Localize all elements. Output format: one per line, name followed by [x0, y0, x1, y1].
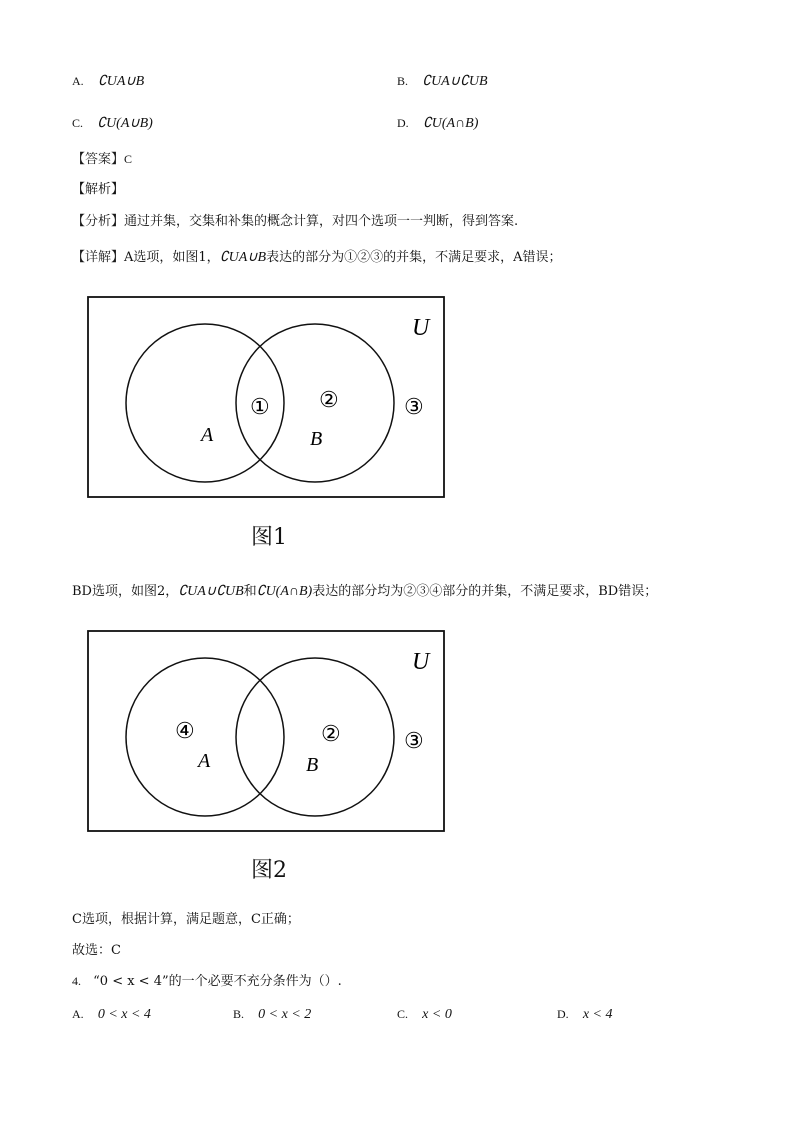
- universe-rectangle: [88, 631, 444, 831]
- venn-diagram-1: [86, 295, 448, 501]
- xiangjie-expression: ∁UA∪B: [219, 250, 267, 265]
- region-label: ②: [321, 721, 341, 746]
- set-a-label: A: [201, 424, 214, 446]
- set-a-circle: [126, 658, 284, 816]
- analysis-label: 【解析】: [72, 182, 125, 197]
- region-label: ④: [175, 718, 195, 743]
- option-letter: A.: [72, 74, 84, 88]
- bd-line: [72, 583, 657, 601]
- option-b: [397, 72, 488, 91]
- region-label: ③: [404, 728, 424, 753]
- fenxi-line: [72, 213, 518, 231]
- xiangjie-label: 【详解】: [72, 250, 125, 265]
- final-choice: 故选：C: [72, 943, 121, 958]
- xiangjie-post: 表达的部分为①②③的并集，不满足要求，A错误；: [266, 250, 562, 265]
- region-label: ①: [250, 394, 270, 419]
- set-a-label: A: [198, 750, 211, 772]
- option-expression: 0 < x < 4: [97, 1007, 151, 1022]
- bd-pre: BD选项，如图2，: [72, 584, 179, 599]
- universe-label: U: [412, 315, 430, 341]
- option-letter: B.: [233, 1007, 245, 1021]
- option-letter: D.: [397, 116, 409, 130]
- fenxi-text: 通过并集，交集和补集的概念计算，对四个选项一一判断，得到答案.: [124, 214, 519, 229]
- universe-label: U: [412, 649, 430, 675]
- option-expression: x < 0: [422, 1007, 452, 1022]
- q4-option-a: [72, 1005, 151, 1024]
- bd-expression-2: ∁U(A∩B): [256, 584, 313, 599]
- option-letter: C.: [397, 1007, 409, 1021]
- answer-line: [72, 150, 132, 169]
- set-b-label: B: [306, 754, 319, 776]
- option-expression: ∁UA∪B: [97, 74, 145, 89]
- option-c: [72, 114, 153, 133]
- answer-label: 【答案】: [72, 152, 125, 167]
- question-4-stem: [72, 972, 342, 991]
- xiangjie-line: [72, 249, 561, 267]
- q4-option-c: [397, 1005, 452, 1024]
- c-option-explanation: C选项，根据计算，满足题意，C正确；: [72, 912, 300, 927]
- region-label: ②: [319, 387, 339, 412]
- option-expression: x < 4: [582, 1007, 613, 1022]
- set-b-circle: [236, 658, 394, 816]
- option-a: [72, 72, 144, 91]
- option-letter: D.: [557, 1007, 569, 1021]
- fenxi-label: 【分析】: [72, 214, 125, 229]
- option-letter: A.: [72, 1007, 84, 1021]
- xiangjie-pre: A选项，如图1，: [124, 250, 220, 265]
- option-expression: 0 < x < 2: [258, 1007, 312, 1022]
- option-letter: B.: [397, 74, 409, 88]
- set-b-label: B: [310, 428, 323, 450]
- figure-2-caption: 图2: [251, 858, 287, 883]
- figure-1-caption: 图1: [251, 525, 287, 550]
- bd-mid: 和: [243, 584, 257, 599]
- q4-option-b: [233, 1005, 311, 1024]
- answer-value: C: [124, 152, 133, 166]
- question-text: “0 < x < 4”的一个必要不充分条件为（）.: [93, 974, 342, 989]
- option-letter: C.: [72, 116, 84, 130]
- option-expression: ∁UA∪∁UB: [422, 74, 488, 89]
- bd-expression-1: ∁UA∪∁UB: [178, 584, 244, 599]
- option-d: [397, 114, 478, 133]
- venn-diagram-2: [86, 629, 448, 835]
- region-label: ③: [404, 394, 424, 419]
- q4-option-d: [557, 1005, 612, 1024]
- option-expression: ∁U(A∪B): [97, 116, 153, 131]
- question-number: 4.: [72, 974, 81, 988]
- bd-post: 表达的部分均为②③④部分的并集，不满足要求，BD错误；: [312, 584, 658, 599]
- option-expression: ∁U(A∩B): [422, 116, 479, 131]
